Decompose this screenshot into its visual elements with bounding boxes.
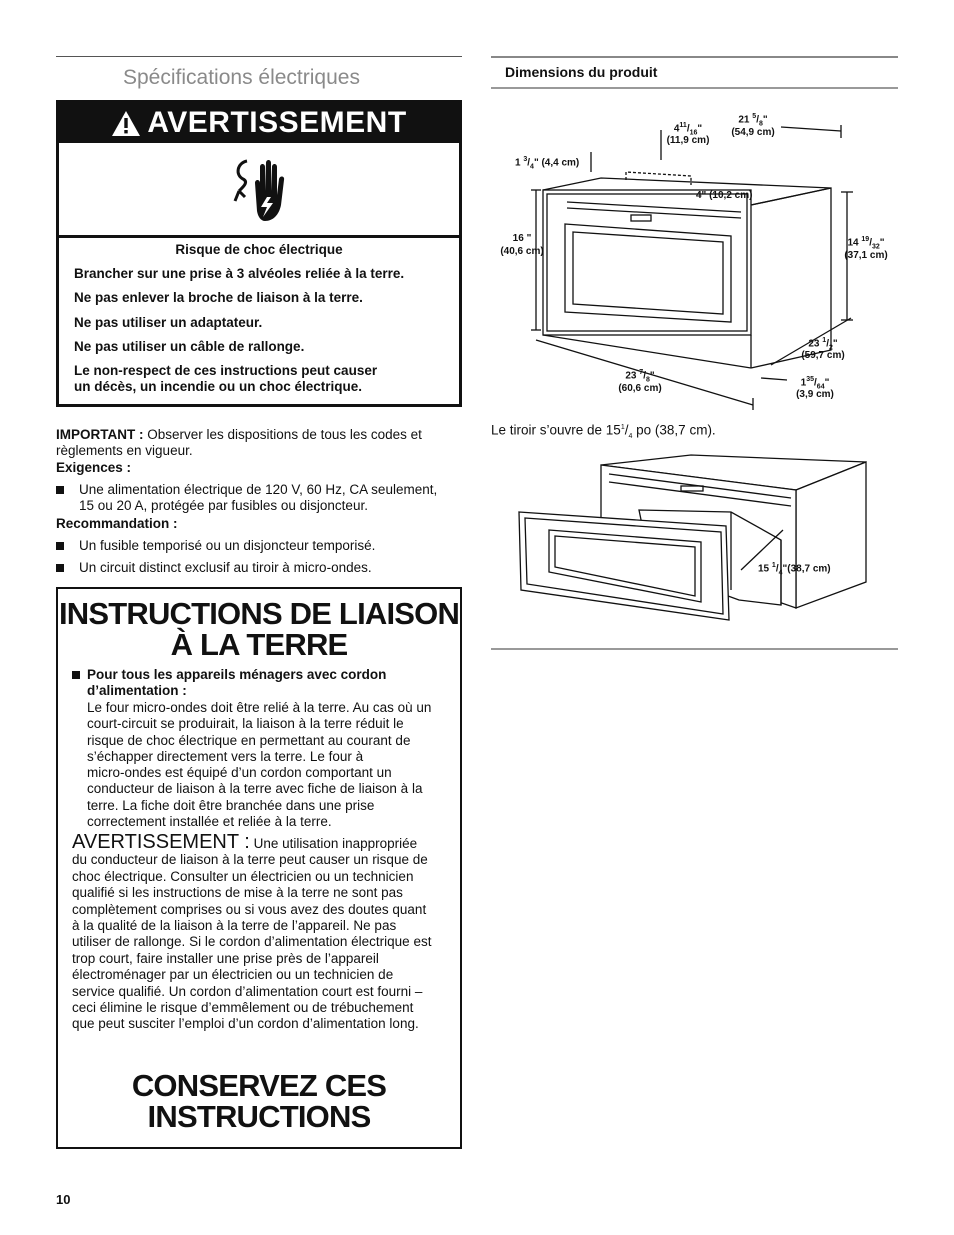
product-dimension-diagram — [491, 100, 898, 410]
dim-lip: $1^{35}/_{64}$" — [800, 376, 830, 391]
sub-rule-right — [491, 87, 898, 89]
save-title-line-2: INSTRUCTIONS — [147, 1099, 371, 1134]
warning-line-5: Ne pas utiliser un câble de rallonge. — [74, 339, 305, 354]
grounding-line: micro-ondes est équipé d’un cordon comportant un — [87, 765, 392, 781]
grounding-warning — [72, 831, 432, 1033]
grounding-warning-line: électroménager par un électricien ou un technicien de — [72, 967, 394, 983]
warning-triangle-icon — [111, 110, 141, 137]
dim-depth: 23 $^1/_2$" — [808, 337, 838, 352]
top-rule-left — [56, 56, 462, 57]
bullet-icon — [56, 486, 64, 494]
grounding-warning-line: complètement comprises ou si vous avez des doutes quant — [72, 901, 427, 917]
important-paragraph — [56, 427, 462, 459]
dim-front-width-cm: (60,6 cm) — [618, 383, 662, 394]
grounding-warning-line: utiliser de rallonge. Si le cordon d’alimentation électrique est — [72, 934, 432, 950]
grounding-line: correctement installée et reliée à la terre. — [87, 814, 332, 830]
dim-width-top-cm: (54,9 cm) — [731, 127, 775, 138]
grounding-warning-line: du conducteur de liaison à la terre peut causer un risque de — [72, 852, 428, 868]
warning-line-4: Ne pas utiliser un adaptateur. — [74, 315, 263, 330]
warning-line-3: Ne pas enlever la broche de liaison à la terre. — [74, 290, 363, 305]
bullet-icon — [56, 542, 64, 550]
recommendation-label: Recommandation : — [56, 516, 178, 531]
grounding-title-line-2: À LA TERRE — [170, 627, 348, 662]
grounding-line: conducteur de liaison à la terre avec fiche de liaison à la — [87, 781, 423, 797]
dim-notch-height: 1 $^3/_4$" (4,4 cm) — [515, 156, 580, 171]
top-rule-right — [491, 56, 898, 58]
grounding-line: terre. La fiche doit être branchée dans une prise — [87, 797, 375, 813]
warning-icon-panel — [59, 143, 459, 238]
recommendation-line-2: Un circuit distinct exclusif au tiroir à micro-ondes. — [79, 560, 372, 575]
grounding-line: court-circuit se produirait, la liaison à la terre réduit le — [87, 716, 404, 732]
requirements-label: Exigences : — [56, 460, 132, 475]
dim-notch-width: 4" (10,2 cm) — [696, 190, 753, 201]
section-title-electrical: Spécifications électriques — [123, 66, 360, 89]
requirement-line-1: Une alimentation électrique de 120 V, 60 Hz, CA seulement, — [79, 482, 438, 497]
save-title-line-1: CONSERVEZ CES — [131, 1068, 387, 1103]
requirement-line-2: 15 ou 20 A, protégée par fusibles ou disjoncteur. — [79, 498, 368, 513]
bottom-rule-right — [491, 648, 898, 650]
recommendation-line-1: Un fusible temporisé ou un disjoncteur temporisé. — [79, 538, 376, 553]
dim-depth-cm: (59,7 cm) — [801, 350, 845, 361]
grounding-warning-line: trop court, faire installer une prise près de l’appareil — [72, 950, 379, 966]
dim-side-height-cm: (37,1 cm) — [844, 250, 888, 261]
grounding-warning-line: service qualifié. Un cordon d’alimentation court est fourni – — [72, 983, 423, 999]
grounding-box — [56, 587, 462, 1149]
warning-line-2: Brancher sur une prise à 3 alvéoles reliée à la terre. — [74, 266, 405, 281]
dim-drawer-open: 15 $^1/_4"(38,7$ cm) — [758, 562, 831, 577]
bullet-icon — [72, 671, 80, 679]
warning-header — [59, 103, 459, 143]
page-number: 10 — [56, 1192, 71, 1207]
dim-front-width: 23 $^7/_8$" — [625, 369, 655, 384]
grounding-warning-line: que peut susciter l’emploi d’un cordon d’alimentation long. — [72, 1016, 419, 1032]
grounding-title-line-1: INSTRUCTIONS DE LIAISON — [58, 596, 460, 631]
dim-side-height: 14 $^{19}/_{32}$" — [847, 236, 885, 251]
warning-line-7: un décès, un incendie ou un choc électrique. — [74, 379, 363, 394]
grounding-warning-line: choc électrique. Consulter un électricien ou un technicien — [72, 868, 414, 884]
electric-shock-hand-icon — [229, 153, 299, 225]
dim-front-height: 16 " — [512, 233, 532, 244]
drawer-open-text: Le tiroir s’ouvre de $15^1/_4$ po (38,7 cm). — [491, 422, 716, 441]
grounding-title — [58, 598, 460, 660]
warning-header-label: AVERTISSEMENT — [147, 106, 407, 139]
dim-lip-cm: (3,9 cm) — [796, 389, 834, 400]
important-label: IMPORTANT : — [56, 427, 144, 442]
warning-line-6: Le non-respect de ces instructions peut causer — [74, 363, 378, 378]
grounding-warning-line: qualifié si les instructions de mise à la terre ne sont pas — [72, 885, 403, 901]
dim-notch-depth: $4^{11}/_{16}$" — [673, 122, 703, 137]
grounding-line: s’échapper directement vers la terre. Le four à — [87, 748, 364, 764]
grounding-bullet-body — [87, 700, 431, 830]
dim-width-top: 21 $^5/_8$" — [738, 113, 768, 128]
grounding-bullet-title-1: Pour tous les appareils ménagers avec cordon — [87, 667, 387, 682]
drawer-open-diagram — [491, 450, 898, 630]
dim-front-height-cm: (40,6 cm) — [500, 246, 544, 257]
dim-notch-depth-cm: (11,9 cm) — [666, 135, 710, 146]
section-title-dimensions: Dimensions du produit — [505, 64, 658, 80]
grounding-line: Le four micro-ondes doit être relié à la terre. Au cas où un — [87, 700, 432, 715]
warning-line-1: Risque de choc électrique — [175, 242, 343, 257]
grounding-bullet-title-2: d’alimentation : — [87, 683, 187, 698]
bullet-icon — [56, 564, 64, 572]
grounding-warning-line: à la qualité de la liaison à la terre de l’appareil. Ne pas — [72, 918, 397, 934]
important-text-1: Observer les dispositions de tous les codes et — [143, 427, 422, 442]
important-text-2: règlements en vigueur. — [56, 443, 193, 458]
grounding-warning-line: ceci élimine le risque d’emmêlement ou de trébuchement — [72, 1000, 414, 1016]
grounding-warning-label: AVERTISSEMENT : — [72, 831, 250, 853]
grounding-warning-first: Une utilisation inappropriée — [249, 836, 418, 851]
save-instructions-title — [58, 1070, 460, 1132]
grounding-line: risque de choc électrique en permettant au courant de — [87, 732, 411, 748]
grounding-bullet-title — [87, 667, 386, 699]
